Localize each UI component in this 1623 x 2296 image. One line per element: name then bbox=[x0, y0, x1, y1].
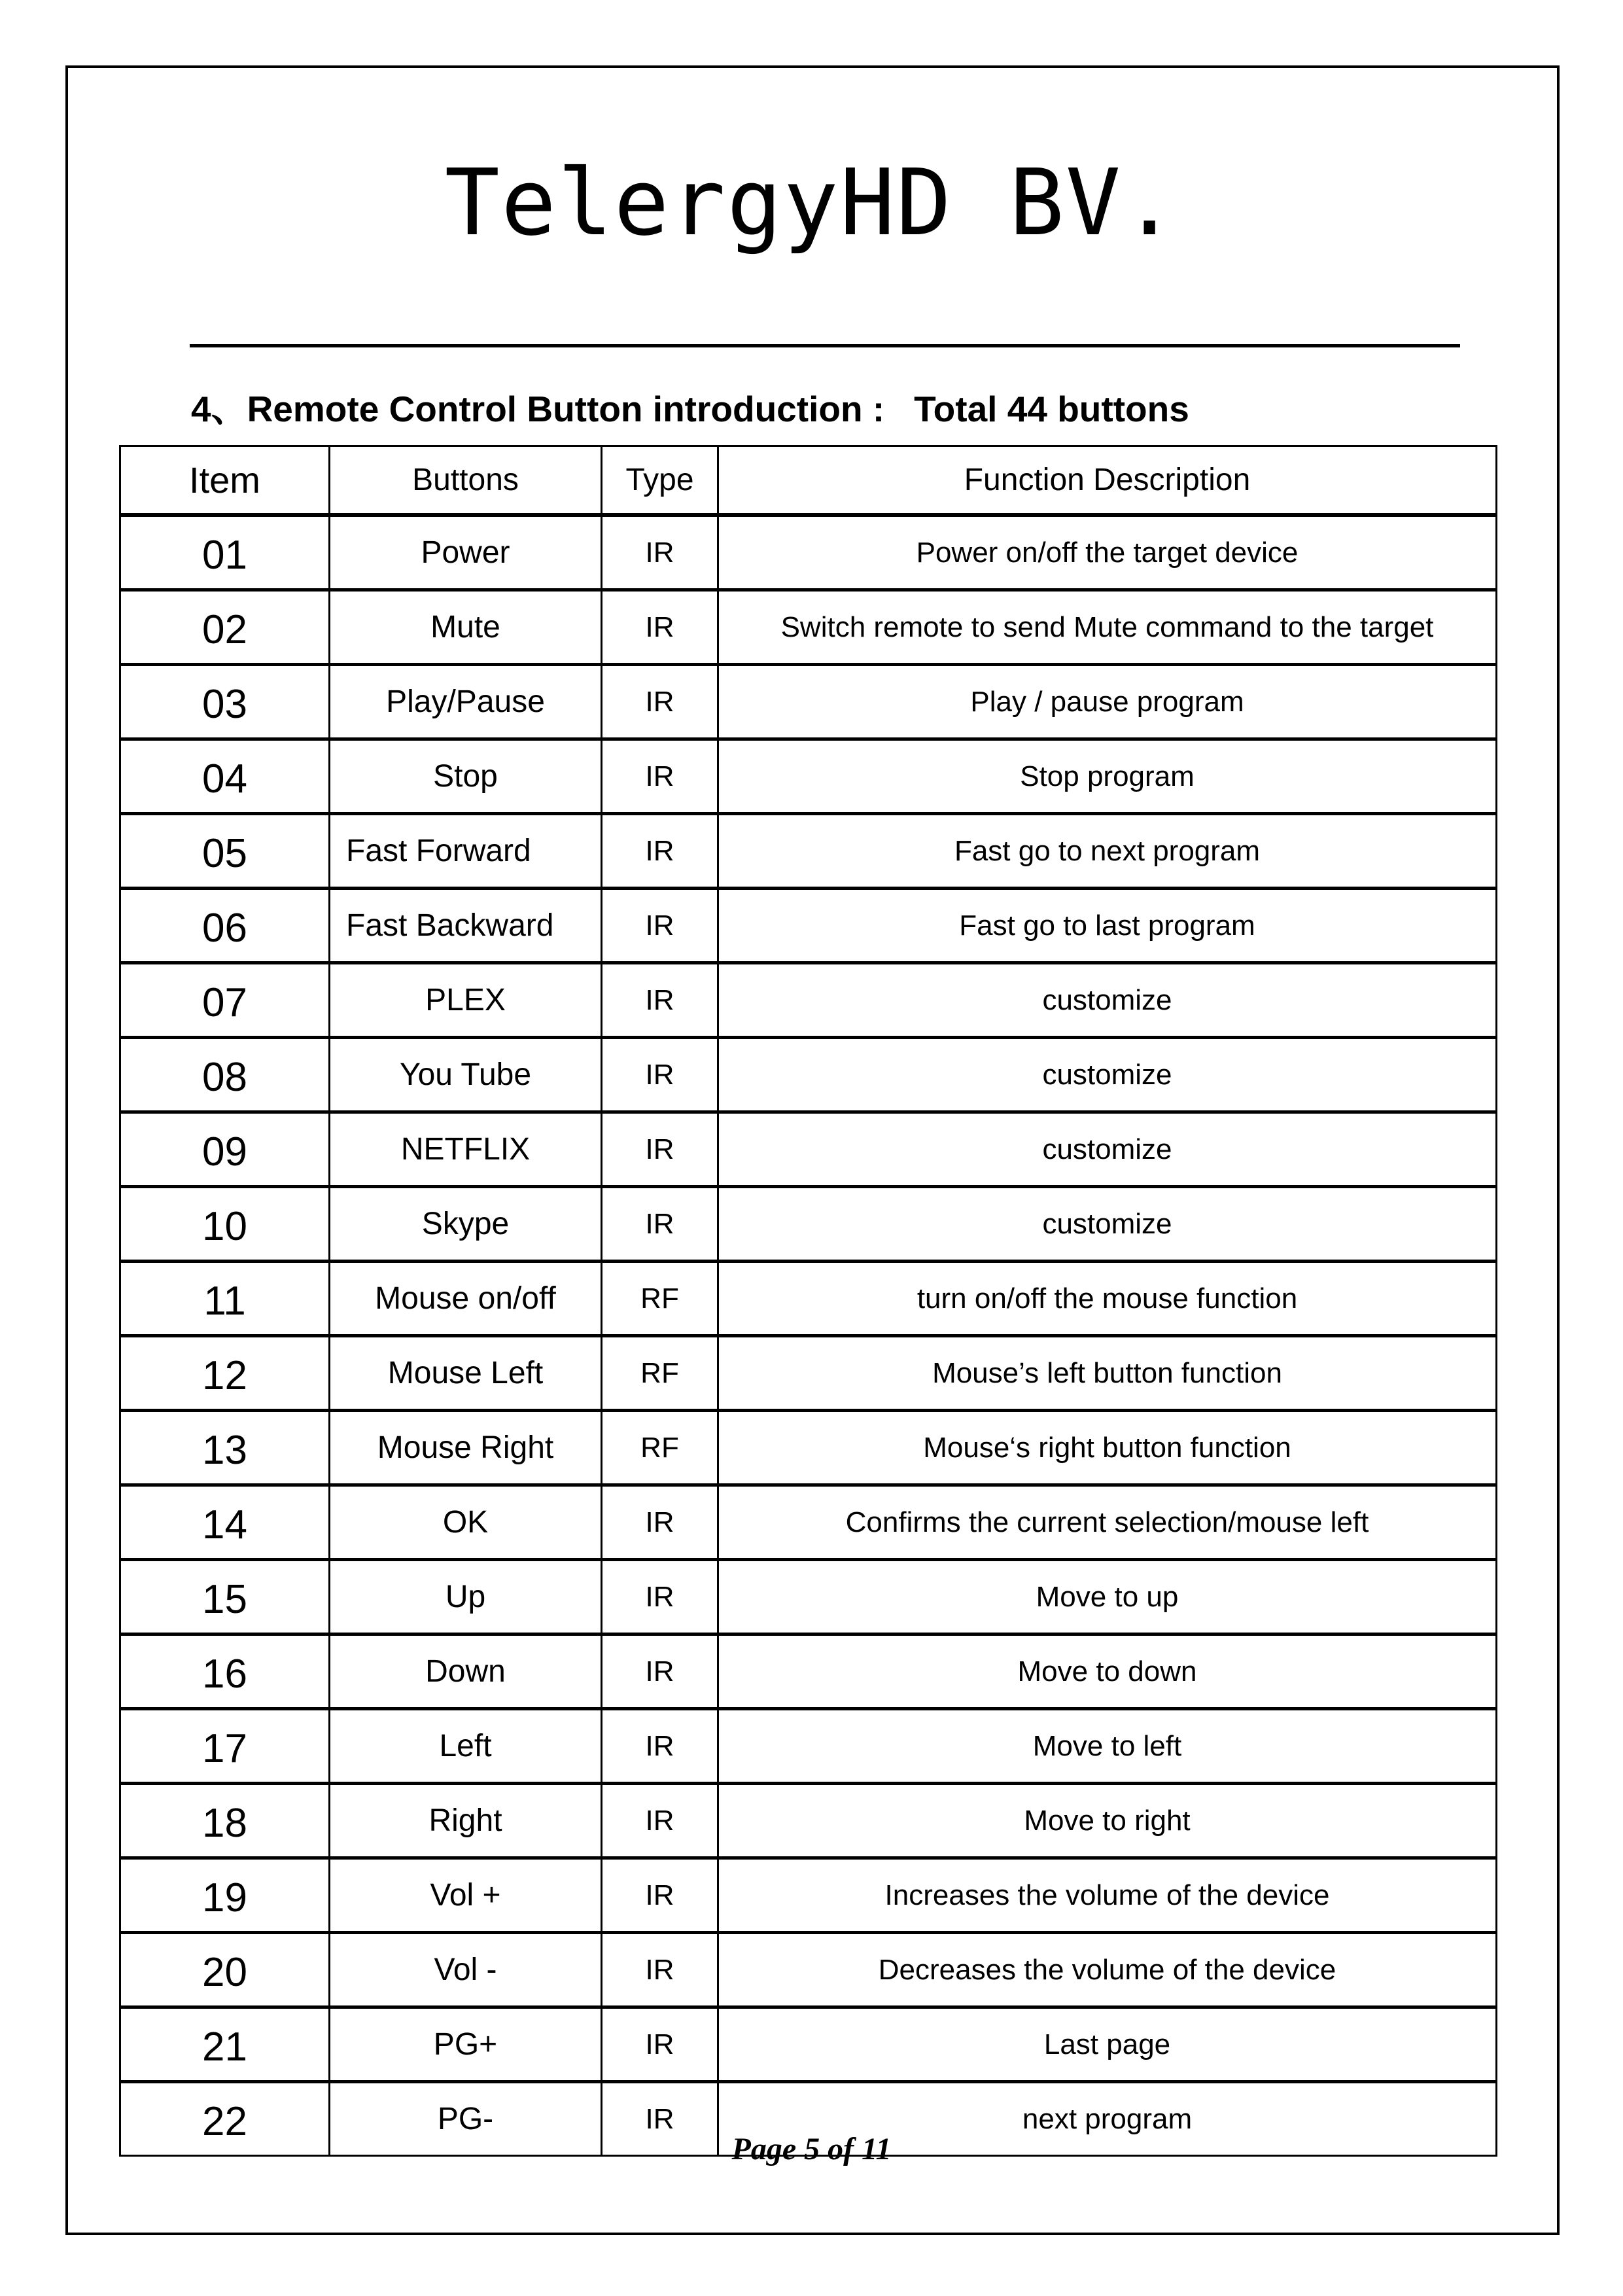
function-description-cell: Increases the volume of the device bbox=[718, 1858, 1497, 1933]
total-buttons-label: Total 44 buttons bbox=[914, 389, 1189, 429]
table-row bbox=[120, 814, 1497, 889]
button-name-cell: Vol - bbox=[330, 1933, 602, 2007]
table-row bbox=[120, 1784, 1497, 1858]
page-number: Page 5 of 11 bbox=[731, 2132, 892, 2166]
table-row bbox=[120, 590, 1497, 665]
table-row bbox=[120, 1038, 1497, 1112]
item-number-cell: 11 bbox=[120, 1262, 330, 1336]
header-divider bbox=[190, 344, 1460, 347]
signal-type-cell: IR bbox=[602, 1933, 718, 2007]
signal-type-cell: IR bbox=[602, 1112, 718, 1187]
item-number-cell: 02 bbox=[120, 590, 330, 665]
function-description-cell: Play / pause program bbox=[718, 665, 1497, 739]
signal-type-cell: IR bbox=[602, 2082, 718, 2156]
table-row bbox=[120, 1933, 1497, 2007]
item-number-cell: 16 bbox=[120, 1634, 330, 1709]
button-name-cell: Vol + bbox=[330, 1858, 602, 1933]
item-number-cell: 08 bbox=[120, 1038, 330, 1112]
table-row bbox=[120, 1187, 1497, 1262]
button-name-cell: PG+ bbox=[330, 2007, 602, 2082]
item-number-cell: 14 bbox=[120, 1485, 330, 1560]
button-name-cell: Mouse Left bbox=[330, 1336, 602, 1411]
table-row bbox=[120, 2007, 1497, 2082]
item-number-cell: 05 bbox=[120, 814, 330, 889]
function-description-cell: Move to left bbox=[718, 1709, 1497, 1784]
table-row bbox=[120, 515, 1497, 590]
item-number-cell: 21 bbox=[120, 2007, 330, 2082]
button-name-cell: PLEX bbox=[330, 963, 602, 1038]
item-number-cell: 12 bbox=[120, 1336, 330, 1411]
signal-type-cell: IR bbox=[602, 515, 718, 590]
button-name-cell: Stop bbox=[330, 739, 602, 814]
function-description-cell: Move to down bbox=[718, 1634, 1497, 1709]
button-name-cell: Power bbox=[330, 515, 602, 590]
item-number-cell: 04 bbox=[120, 739, 330, 814]
signal-type-cell: RF bbox=[602, 1336, 718, 1411]
signal-type-cell: IR bbox=[602, 1560, 718, 1634]
function-description-cell: turn on/off the mouse function bbox=[718, 1262, 1497, 1336]
button-name-cell: Mute bbox=[330, 590, 602, 665]
item-number-cell: 19 bbox=[120, 1858, 330, 1933]
button-name-cell: Fast Backward bbox=[330, 889, 602, 963]
signal-type-cell: RF bbox=[602, 1411, 718, 1485]
signal-type-cell: IR bbox=[602, 590, 718, 665]
table-row bbox=[120, 1560, 1497, 1634]
function-description-cell: Switch remote to send Mute command to the target bbox=[718, 590, 1497, 665]
function-description-cell: customize bbox=[718, 1187, 1497, 1262]
function-description-cell: Move to right bbox=[718, 1784, 1497, 1858]
function-description-cell: customize bbox=[718, 963, 1497, 1038]
signal-type-cell: IR bbox=[602, 814, 718, 889]
button-name-cell: Right bbox=[330, 1784, 602, 1858]
item-number-cell: 15 bbox=[120, 1560, 330, 1634]
button-name-cell: Play/Pause bbox=[330, 665, 602, 739]
signal-type-cell: IR bbox=[602, 1858, 718, 1933]
signal-type-cell: IR bbox=[602, 963, 718, 1038]
signal-type-cell: IR bbox=[602, 739, 718, 814]
signal-type-cell: IR bbox=[602, 889, 718, 963]
signal-type-cell: IR bbox=[602, 1709, 718, 1784]
item-number-cell: 17 bbox=[120, 1709, 330, 1784]
signal-type-cell: IR bbox=[602, 1784, 718, 1858]
button-name-cell: PG- bbox=[330, 2082, 602, 2156]
signal-type-cell: RF bbox=[602, 1262, 718, 1336]
table-row bbox=[120, 1858, 1497, 1933]
signal-type-cell: IR bbox=[602, 1634, 718, 1709]
signal-type-cell: IR bbox=[602, 2007, 718, 2082]
function-description-cell: Confirms the current selection/mouse left bbox=[718, 1485, 1497, 1560]
function-description-cell: customize bbox=[718, 1112, 1497, 1187]
button-name-cell: Down bbox=[330, 1634, 602, 1709]
function-description-cell: Move to up bbox=[718, 1560, 1497, 1634]
signal-type-cell: IR bbox=[602, 1485, 718, 1560]
table-row bbox=[120, 963, 1497, 1038]
function-description-cell: Mouse‘s right button function bbox=[718, 1411, 1497, 1485]
function-description-cell: Decreases the volume of the device bbox=[718, 1933, 1497, 2007]
table-row bbox=[120, 1262, 1497, 1336]
button-name-cell: Mouse Right bbox=[330, 1411, 602, 1485]
item-number-cell: 22 bbox=[120, 2082, 330, 2156]
table-header-row bbox=[120, 446, 1497, 516]
button-name-cell: OK bbox=[330, 1485, 602, 1560]
item-number-cell: 03 bbox=[120, 665, 330, 739]
table-row bbox=[120, 665, 1497, 739]
column-header-buttons: Buttons bbox=[330, 446, 602, 516]
table-row bbox=[120, 739, 1497, 814]
signal-type-cell: IR bbox=[602, 665, 718, 739]
section-title: 4、Remote Control Button introduction : bbox=[191, 389, 885, 429]
table-body bbox=[120, 515, 1497, 2156]
function-description-cell: Power on/off the target device bbox=[718, 515, 1497, 590]
item-number-cell: 10 bbox=[120, 1187, 330, 1262]
button-table bbox=[119, 445, 1497, 2157]
button-name-cell: You Tube bbox=[330, 1038, 602, 1112]
section-heading bbox=[191, 386, 1499, 432]
table-row bbox=[120, 1336, 1497, 1411]
table-row bbox=[120, 889, 1497, 963]
function-description-cell: customize bbox=[718, 1038, 1497, 1112]
item-number-cell: 01 bbox=[120, 515, 330, 590]
function-description-cell: Stop program bbox=[718, 739, 1497, 814]
function-description-cell: Last page bbox=[718, 2007, 1497, 2082]
table-row bbox=[120, 1411, 1497, 1485]
column-header-item: Item bbox=[120, 446, 330, 516]
signal-type-cell: IR bbox=[602, 1038, 718, 1112]
table-row bbox=[120, 1112, 1497, 1187]
item-number-cell: 18 bbox=[120, 1784, 330, 1858]
button-name-cell: NETFLIX bbox=[330, 1112, 602, 1187]
column-header-type: Type bbox=[602, 446, 718, 516]
function-description-cell: Mouse’s left button function bbox=[718, 1336, 1497, 1411]
item-number-cell: 09 bbox=[120, 1112, 330, 1187]
button-name-cell: Skype bbox=[330, 1187, 602, 1262]
function-description-cell: Fast go to last program bbox=[718, 889, 1497, 963]
item-number-cell: 07 bbox=[120, 963, 330, 1038]
button-name-cell: Left bbox=[330, 1709, 602, 1784]
signal-type-cell: IR bbox=[602, 1187, 718, 1262]
company-title: TelergyHD BV. bbox=[444, 150, 1179, 256]
item-number-cell: 06 bbox=[120, 889, 330, 963]
table-row bbox=[120, 1485, 1497, 1560]
table-row bbox=[120, 1709, 1497, 1784]
button-name-cell: Mouse on/off bbox=[330, 1262, 602, 1336]
table-row bbox=[120, 1634, 1497, 1709]
function-description-cell: Fast go to next program bbox=[718, 814, 1497, 889]
button-name-cell: Up bbox=[330, 1560, 602, 1634]
function-description-cell: next program bbox=[718, 2082, 1497, 2156]
button-name-cell: Fast Forward bbox=[330, 814, 602, 889]
item-number-cell: 20 bbox=[120, 1933, 330, 2007]
item-number-cell: 13 bbox=[120, 1411, 330, 1485]
column-header-description: Function Description bbox=[718, 446, 1497, 516]
